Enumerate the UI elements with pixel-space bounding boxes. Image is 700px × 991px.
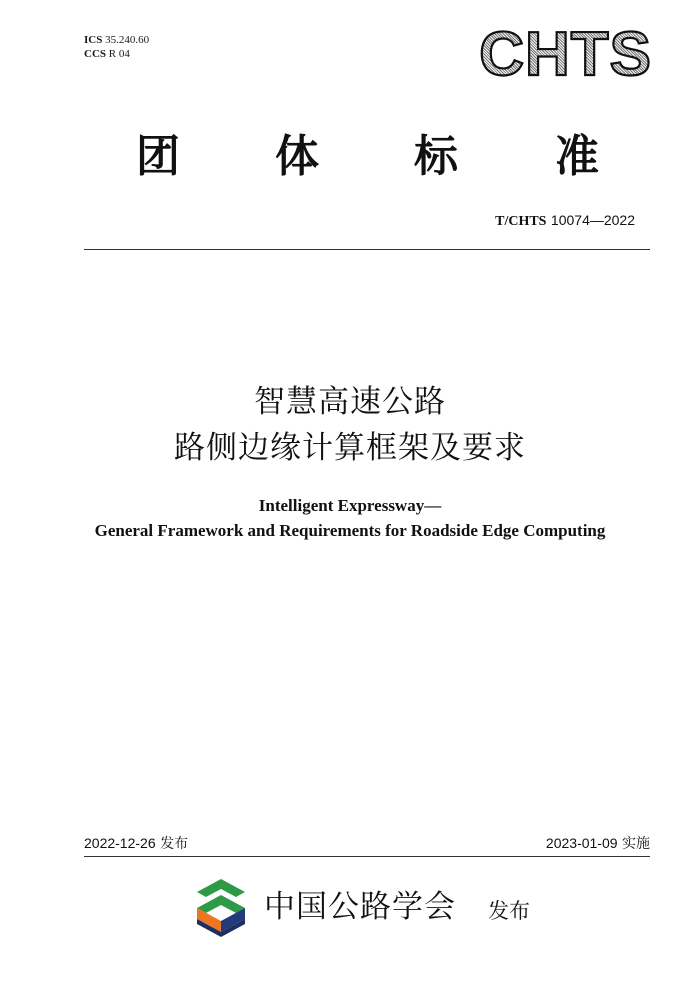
implementation-date-label: 实施 bbox=[622, 836, 650, 852]
standard-number-prefix: T/CHTS bbox=[495, 214, 547, 229]
classification-codes bbox=[84, 33, 149, 61]
logo-green-chevron bbox=[197, 895, 245, 913]
document-type-char: 团 bbox=[136, 131, 180, 182]
chts-brand-logo: CHTS bbox=[479, 20, 652, 89]
title-zh-line-1: 智慧高速公路 bbox=[254, 384, 446, 420]
title-en-line-1: Intelligent Expressway— bbox=[258, 496, 442, 515]
china-highway-society-logo-icon bbox=[194, 879, 248, 937]
implementation-date bbox=[546, 833, 650, 854]
publisher-name: 中国公路学会 bbox=[264, 889, 456, 925]
top-divider bbox=[84, 249, 650, 250]
document-type-char: 标 bbox=[414, 131, 458, 182]
logo-green-chevron bbox=[197, 879, 245, 897]
title-en-line-2: General Framework and Requirements for Roadside Edge Computing bbox=[94, 521, 606, 540]
issue-date-value: 2022-12-26 bbox=[84, 835, 156, 851]
publisher-label: 发布 bbox=[488, 899, 530, 923]
issue-date-label: 发布 bbox=[160, 836, 189, 852]
ccs-code: R 04 bbox=[108, 48, 130, 60]
standard-number-value: 10074—2022 bbox=[550, 212, 635, 228]
ccs-label: CCS bbox=[84, 48, 107, 60]
standard-number bbox=[495, 210, 635, 232]
title-zh-line-2: 路侧边缘计算框架及要求 bbox=[174, 430, 526, 466]
issue-date bbox=[84, 833, 188, 854]
ics-line bbox=[84, 33, 149, 47]
ics-code: 35.240.60 bbox=[105, 34, 150, 46]
document-type-heading bbox=[0, 128, 700, 188]
implementation-date-value: 2023-01-09 bbox=[545, 835, 618, 851]
ics-label: ICS bbox=[84, 34, 103, 46]
ccs-line bbox=[84, 47, 149, 61]
document-type-char: 体 bbox=[275, 131, 319, 182]
document-type-char: 准 bbox=[555, 131, 599, 182]
bottom-divider bbox=[84, 856, 650, 857]
